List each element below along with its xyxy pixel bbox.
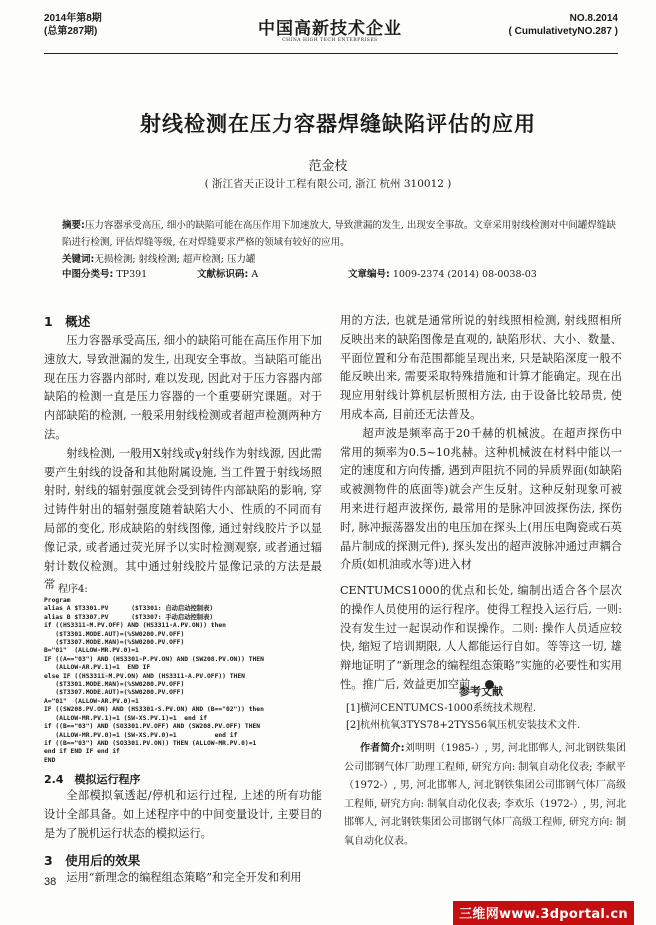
paragraph: 射线检测, 一般用X射线或γ射线作为射线源, 因此需要产生射线的设备和其他附属设施, 当工件置于射线场照射时, 射线的辐射强度就会受到铸件内部缺陷的影响, 穿过铸件射出的辐射强度随着缺陷大小、性质的不同而有局部的变化, 形成缺陷的射线图像, 通过射线胶片予以显像记录, 或者通过荧光屏予以实时检测观察, 或者通过辐射计数仪检测。其中通过射线胶片显像记录的方法是最常 (44, 446, 322, 592)
paragraph-text: CENTUMCS1000的优点和长处, 编制出适合各个层次的操作人员使用的运行程序。使得工程投入运行后, 一则: 没有发生过一起误动作和误操作。二则: 操作人员适应较快, 缩短了培训期限, 人人都能运行自如。等等这一切, 雄辩地证明了“新理念的编程组态策略”实施的必要性和实用性。推广后, 效益更加空前。 (340, 584, 622, 691)
program-code: Program alias A $T3301.PV ($T3301: 自动启动控制表) alias B $T3307.PV ($T3307: 手动启动控制表) if ((HS3311-M.PV.OFF) AND (HS3311-A.PV.ON)) then ($T3301.MODE.AUT)=(%SW0200.PV.OFF) ($T3307.MODE.MAN)=(%SW0200.PV.OFF) B="01" (ALLOW-MR.PV.0)=1 IF ((A=="03") AND (HS3301-P.PV.ON) AND (SW208.PV.ON)) THEN (ALLOW-AR.PV.1)=1 END IF else IF ((HS3311-M.PV.ON) AND (HS3311-A.PV.OFF)) THEN ($T3301.MODE.MAN)=(%SW0200.PV.OFF) ($T3307.MODE.AUT)=(%SW0200.PV.OFF) A="01" (ALLOW-AR.PV.0)=1 IF ((SW208.PV.ON) AND (HS3301-S.PV.ON) AND (B=="02")) then (ALLOW-MR.PV.1)=1 (SW-XS.PV.1)=1 end if if ((B=="03") AND (SO3301.PV.OFF) AND (SW208.PV.OFF) THEN (ALLOW-MR.PV.0)=1 (SW-XS.PV.0)=1 end if if ((B=="03") AND (SO3301.PV.ON)) THEN (ALLOW-MR.PV.0)=1 end if END IF end if END (44, 597, 264, 764)
keywords-label: 关键词: (62, 254, 95, 265)
abstract-label: 摘要: (62, 220, 85, 231)
section-1-heading: 1 概述 (44, 314, 91, 329)
right-column-lower (340, 582, 622, 695)
paragraph: 全部模拟氧透起/停机和运行过程, 上述的所有功能设计全部具备。如上述程序中的中间变量设计, 主要目的是为了脱机运行状态的模拟运行。 (44, 789, 322, 840)
article-title: 射线检测在压力容器焊缝缺陷评估的应用 (140, 111, 536, 136)
issue-number-en: NO.8.2014 (569, 13, 618, 24)
doccode-label: 文献标识码: (197, 269, 249, 280)
author-bio (344, 740, 626, 851)
reference-item: [1]横河CENTUMCS-1000系统技术规程. (346, 703, 537, 714)
section-3-body (44, 869, 322, 888)
author-affiliation: ( 浙江省天正设计工程有限公司, 浙江 杭州 310012 ) (204, 178, 452, 190)
issue-number: 2014年第8期 (44, 13, 102, 24)
paragraph: 用的方法, 也就是通常所说的射线照相检测, 射线照相所反映出来的缺陷图像是直观的, 缺陷形状、大小、数量、平面位置和分布范围都能呈现出来, 只是缺陷深度一般不能反映出来, 需要采取特殊措施和计算才能确定。现在出现应用射线计算机层析照相方法, 由于设备比较昂贵, 使用成本高, 目前还无法普及。 (340, 314, 622, 421)
header-rule (44, 53, 618, 54)
journal-logo (250, 14, 410, 43)
section-3-heading: 3 使用后的效果 (44, 853, 141, 868)
doccode-value: A (251, 269, 259, 280)
document-code (197, 266, 258, 280)
abstract-text: 压力容器承受高压, 细小的缺陷可能在高压作用下加速放大, 导致泄漏的发生, 出现安全事故。文章采用射线检测对中间罐焊缝缺陷进行检测, 评估焊缝等级, 在对焊缝要求严格的领域有较好的应用。 (62, 220, 616, 248)
keywords-text: 无损检测; 射线检测; 超声检测; 压力罐 (94, 254, 256, 265)
section-2-4-body (44, 787, 322, 843)
section-2-4-heading: 2.4 模拟运行程序 (44, 773, 141, 786)
paragraph: 运用“新理念的编程组态策略”和完全开发和利用 (66, 871, 302, 884)
page-number: 38 (44, 876, 57, 888)
paragraph (340, 582, 622, 695)
author-bio-label: 作者简介: (360, 743, 405, 754)
article-author: 范金枝 (308, 159, 348, 174)
journal-logo-cn: 中国高新技术企业 (258, 19, 402, 39)
references-list (346, 700, 622, 734)
total-issue-number: (总第287期) (44, 26, 98, 37)
journal-issue-right (509, 12, 618, 38)
paragraph: 超声波是频率高于20千赫的机械波。在超声探伤中常用的频率为0.5~10兆赫。这种机械波在材料中能以一定的速度和方向传播, 遇到声阻抗不同的异质界面(如缺陷或被测物件的底面等)就会产生反射。这种反射现象可被用来进行超声波探伤, 最常用的是脉冲回波探伤法, 探伤时, 脉冲振荡器发出的电压加在探头上(用压电陶瓷或石英晶片制成的探测元件), 探头发出的超声波脉冲通过声耦合介质(如机油或水等)进入材 (340, 426, 622, 572)
right-column-upper (340, 312, 622, 575)
section-3 (44, 851, 322, 888)
section-1 (44, 312, 322, 595)
program-listing-title: 程序4: (58, 584, 88, 595)
reference-item: [2]杭州杭氧3TYS78+2TYS56氧压机安装技术文件. (346, 720, 581, 731)
article-number (348, 266, 537, 280)
clc-code (62, 266, 147, 280)
section-1-body (44, 332, 322, 595)
section-2-4 (44, 771, 322, 843)
articleno-label: 文章编号: (348, 269, 390, 280)
articleno-value: 1009-2374 (2014) 08-0038-03 (392, 269, 537, 280)
clc-value: TP391 (116, 269, 148, 280)
total-issue-number-en: ( CumulativetyNO.287 ) (508, 26, 618, 37)
author-bio-text: 刘明明（1985-）, 男, 河北邯郸人, 河北钢铁集团公司邯钢气体厂助理工程师, 研究方向: 制氧自动化仪表; 李献平（1972-）, 男, 河北邯郸人, 河北钢铁集团公司邯钢气体厂高级工程师, 研究方向: 制氧自动化仪表; 李欢乐（1972-）, 男, 河北邯郸人, 河北钢铁集团公司邯钢气体厂高级工程师, 研究方向: 制氧自动化仪表。 (344, 743, 626, 847)
site-watermark: 三维网www.3dportal.cn (453, 901, 634, 925)
references-heading: 参考文献 (459, 685, 503, 698)
abstract (62, 217, 616, 251)
abstract-block (62, 217, 616, 268)
journal-issue-left (44, 12, 102, 38)
journal-logo-en: CHINA HIGH TECH ENTERPRISES (282, 38, 378, 43)
paragraph: 压力容器承受高压, 细小的缺陷可能在高压作用下加速放大, 导致泄漏的发生, 出现安全事故。当缺陷可能出现在压力容器内部时, 难以发现, 因此对于压力容器内部缺陷的检测一直是压力容器的一个重要研究课题。对于内部缺陷的检测, 一般采用射线检测或者超声检测两种方法。 (44, 334, 322, 441)
clc-label: 中图分类号: (62, 269, 114, 280)
